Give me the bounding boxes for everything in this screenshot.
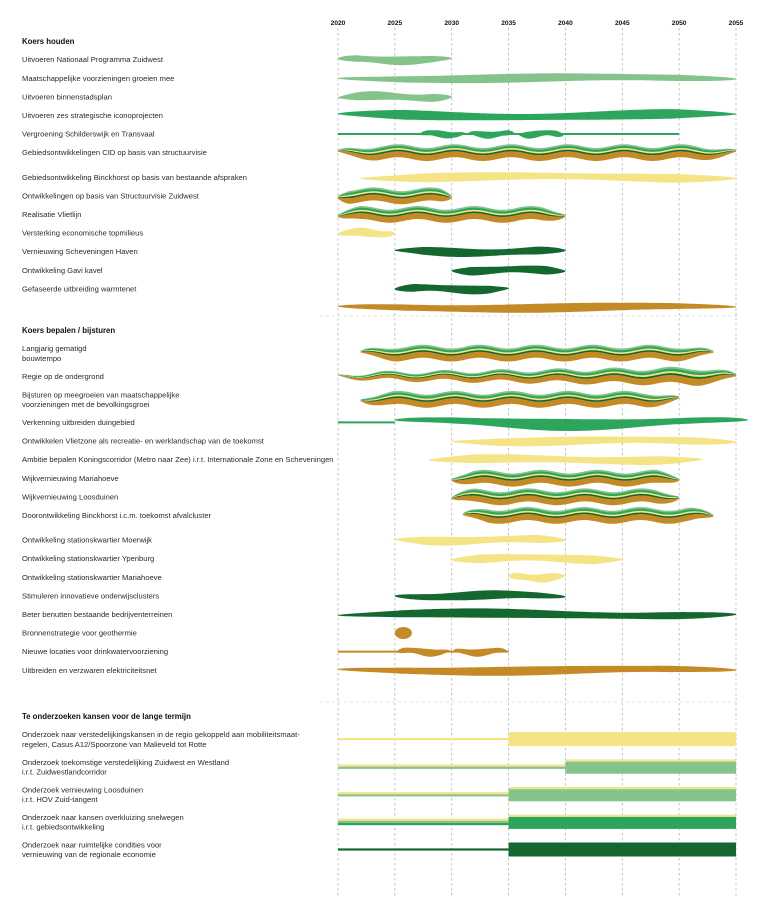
row-label: Stimuleren innovatieve onderwijsclusters bbox=[22, 591, 160, 601]
timeline-row bbox=[22, 73, 736, 83]
timeline-content bbox=[22, 37, 747, 859]
activity-band bbox=[338, 55, 452, 65]
row-label: Vernieuwing Scheveningen Haven bbox=[22, 247, 138, 257]
activity-blob bbox=[420, 130, 465, 138]
row-label: Verkenning uitbreiden duingebied bbox=[22, 418, 135, 427]
row-label: Wijkvernieuwing Loosduinen bbox=[22, 492, 119, 502]
activity-blob bbox=[397, 648, 450, 657]
row-label: Langjarig gematigd bbox=[22, 344, 87, 354]
row-label: Versterking economische topmilieus bbox=[22, 228, 144, 238]
timeline-row bbox=[22, 130, 679, 139]
research-block-top bbox=[565, 760, 736, 762]
activity-band bbox=[361, 172, 736, 183]
research-block-top bbox=[509, 815, 736, 817]
row-label: i.r.t. HOV Zuid-tangent bbox=[22, 795, 98, 804]
timeline-row bbox=[22, 627, 412, 639]
activity-band bbox=[338, 73, 736, 83]
activity-dot bbox=[395, 627, 412, 639]
research-thin-line bbox=[338, 821, 509, 823]
row-label: Beter benutten bestaande bedrijventerreinen bbox=[22, 610, 173, 619]
research-block bbox=[509, 732, 736, 746]
activity-band bbox=[338, 109, 736, 120]
timeline-row bbox=[22, 284, 509, 294]
year-label: 2050 bbox=[671, 20, 687, 27]
row-label: voorzieningen met de bevolkingsgroei bbox=[22, 400, 150, 409]
row-label: Wijkvernieuwing Mariahoeve bbox=[22, 473, 119, 483]
research-thin-line bbox=[338, 738, 509, 740]
research-bar bbox=[338, 787, 736, 801]
stacked-band bbox=[463, 507, 713, 524]
section-3 bbox=[22, 712, 736, 859]
year-label: 2045 bbox=[614, 20, 630, 27]
timeline-row bbox=[22, 535, 565, 546]
timeline-row bbox=[22, 470, 679, 487]
timeline-row bbox=[22, 206, 565, 223]
activity-blob bbox=[518, 130, 563, 138]
timeline-row bbox=[22, 144, 736, 161]
row-label: Doorontwikkeling Binckhorst i.c.m. toekomst afvalcluster bbox=[22, 511, 212, 520]
activity-band bbox=[452, 554, 623, 564]
row-label: i.r.t. Zuidwestlandcorridor bbox=[22, 767, 107, 777]
research-thin-line bbox=[338, 819, 509, 821]
row-label: Ontwikkelen Vlietzone als recreatie- en werklandschap van de toekomst bbox=[22, 436, 264, 446]
research-block bbox=[509, 843, 736, 857]
row-label: Ontwikkeling stationskwartier Mariahoeve bbox=[22, 572, 162, 582]
timeline-row bbox=[22, 172, 736, 183]
activity-band bbox=[395, 247, 566, 257]
row-label: Gefaseerde uitbreiding warmtenet bbox=[22, 284, 137, 294]
stacked-band bbox=[361, 391, 679, 408]
stacked-band bbox=[361, 345, 714, 362]
row-label: Gebiedsontwikkeling Binckhorst op basis van bestaande afspraken bbox=[22, 172, 247, 182]
row-label: Ambitie bepalen Koningscorridor (Metro naar Zee) i.r.t. Internationale Zone en Scheveningen bbox=[22, 455, 334, 465]
timeline-row bbox=[22, 247, 565, 257]
row-label: Onderzoek toekomstige verstedelijking Zuidwest en Westland bbox=[22, 757, 230, 767]
row-label: Realisatie Vlietlijn bbox=[22, 210, 82, 219]
section-title: Te onderzoeken kansen voor de lange termijn bbox=[22, 712, 191, 721]
row-label: Ontwikkeling stationskwartier Moerwijk bbox=[22, 535, 152, 545]
row-label: i.r.t. gebiedsontwikkeling bbox=[22, 822, 105, 832]
activity-band bbox=[395, 590, 566, 600]
activity-blob bbox=[469, 130, 514, 139]
activity-band bbox=[338, 608, 736, 619]
research-block-top bbox=[509, 787, 736, 789]
timeline-row bbox=[22, 390, 679, 409]
timeline-row bbox=[22, 730, 736, 749]
research-thin-line bbox=[338, 767, 565, 769]
row-label: bouwtempo bbox=[22, 353, 62, 363]
row-label: Uitbreiden en verzwaren elektriciteitsnet bbox=[22, 665, 157, 675]
activity-band bbox=[509, 573, 566, 583]
activity-band bbox=[395, 284, 509, 294]
year-label: 2025 bbox=[387, 20, 403, 27]
activity-band bbox=[395, 417, 748, 431]
row-label: Nieuwe locaties voor drinkwatervoorziening bbox=[22, 647, 169, 657]
timeline-row bbox=[22, 573, 565, 583]
timeline-row bbox=[22, 647, 509, 657]
row-label: Bronnenstrategie voor geothermie bbox=[22, 628, 137, 638]
section-2 bbox=[22, 326, 747, 676]
row-label: Vergroening Schilderswijk en Transvaal bbox=[22, 129, 155, 139]
section-title: Koers houden bbox=[22, 37, 75, 46]
activity-band bbox=[338, 228, 395, 238]
timeline-row bbox=[22, 507, 713, 524]
row-label: Ontwikkelingen op basis van Structuurvisie Zuidwest bbox=[22, 191, 199, 201]
timeline-row bbox=[22, 228, 395, 238]
timeline-row bbox=[22, 55, 452, 65]
row-label: Ontwikkeling Gavi kavel bbox=[22, 265, 103, 275]
timeline-row bbox=[22, 758, 736, 777]
stacked-band bbox=[338, 144, 736, 161]
row-label: Bijsturen op meegroeien van maatschappelijke bbox=[22, 390, 180, 400]
timeline-row bbox=[22, 454, 702, 465]
research-block bbox=[509, 815, 736, 829]
row-label: Gebiedsontwikkelingen CID op basis van structuurvisie bbox=[22, 148, 207, 158]
activity-band bbox=[338, 666, 736, 676]
row-label: regelen, Casus A12/Spoorzone van Malieveld tot Rotte bbox=[22, 739, 207, 749]
stacked-band bbox=[338, 367, 736, 386]
stacked-band bbox=[452, 488, 679, 505]
year-label: 2035 bbox=[501, 20, 516, 27]
timeline-row bbox=[22, 813, 736, 832]
row-label: Uitvoeren binnenstadsplan bbox=[22, 92, 112, 102]
timeline-row bbox=[22, 91, 452, 102]
research-thin-line bbox=[338, 765, 565, 767]
row-label: Uitvoeren zes strategische iconoprojecten bbox=[22, 111, 163, 120]
row-label: Onderzoek naar verstedelijkingskansen in de regio gekoppeld aan mobiliteitsmaat- bbox=[22, 730, 300, 740]
timeline-row bbox=[22, 841, 736, 860]
timeline-row bbox=[22, 608, 736, 619]
band-layer-ochre bbox=[361, 398, 679, 408]
row-label: Onderzoek vernieuwing Loosduinen bbox=[22, 785, 144, 795]
research-bar bbox=[338, 815, 736, 829]
research-bar bbox=[338, 843, 736, 857]
timeline-row bbox=[22, 437, 736, 447]
timeline-row bbox=[22, 666, 736, 676]
activity-band bbox=[395, 535, 566, 546]
timeline-row bbox=[22, 417, 747, 431]
row-label: Uitvoeren Nationaal Programma Zuidwest bbox=[22, 55, 163, 65]
year-label: 2020 bbox=[330, 20, 346, 27]
row-label: Ontwikkeling stationskwartier Ypenburg bbox=[22, 554, 155, 564]
research-bar bbox=[338, 732, 736, 746]
timeline-row bbox=[22, 109, 736, 120]
section-title: Koers bepalen / bijsturen bbox=[22, 326, 116, 335]
row-label: Onderzoek naar ruimtelijke condities voor bbox=[22, 840, 162, 850]
year-label: 2030 bbox=[444, 20, 460, 27]
section-1 bbox=[22, 37, 736, 313]
timeline-row bbox=[22, 590, 565, 600]
stacked-band bbox=[452, 470, 679, 487]
research-thin-line bbox=[338, 823, 509, 825]
year-label: 2055 bbox=[728, 20, 744, 27]
timeline-row bbox=[22, 554, 622, 564]
activity-blob bbox=[454, 648, 507, 657]
timeline-row bbox=[22, 266, 565, 276]
timeline-row bbox=[22, 187, 452, 204]
activity-band bbox=[452, 437, 736, 447]
research-thin-line bbox=[338, 794, 509, 796]
row-label: Regie op de ondergrond bbox=[22, 371, 104, 381]
row-label: Onderzoek naar kansen overkluizing snelwegen bbox=[22, 813, 184, 822]
year-label: 2040 bbox=[558, 20, 573, 27]
timeline-row bbox=[22, 488, 679, 505]
row-label: Maatschappelijke voorzieningen groeien mee bbox=[22, 73, 175, 83]
timeline-row bbox=[22, 367, 736, 386]
activity-band bbox=[338, 303, 736, 313]
row-label: vernieuwing van de regionale economie bbox=[22, 850, 156, 860]
research-bar bbox=[338, 760, 736, 774]
research-thin-line bbox=[338, 848, 509, 850]
research-thin-line bbox=[338, 792, 509, 794]
timeline-row bbox=[22, 785, 736, 804]
timeline-row bbox=[22, 344, 713, 363]
research-block bbox=[509, 787, 736, 801]
research-block bbox=[565, 760, 736, 774]
timeline-row bbox=[338, 303, 736, 313]
year-axis bbox=[331, 20, 744, 27]
